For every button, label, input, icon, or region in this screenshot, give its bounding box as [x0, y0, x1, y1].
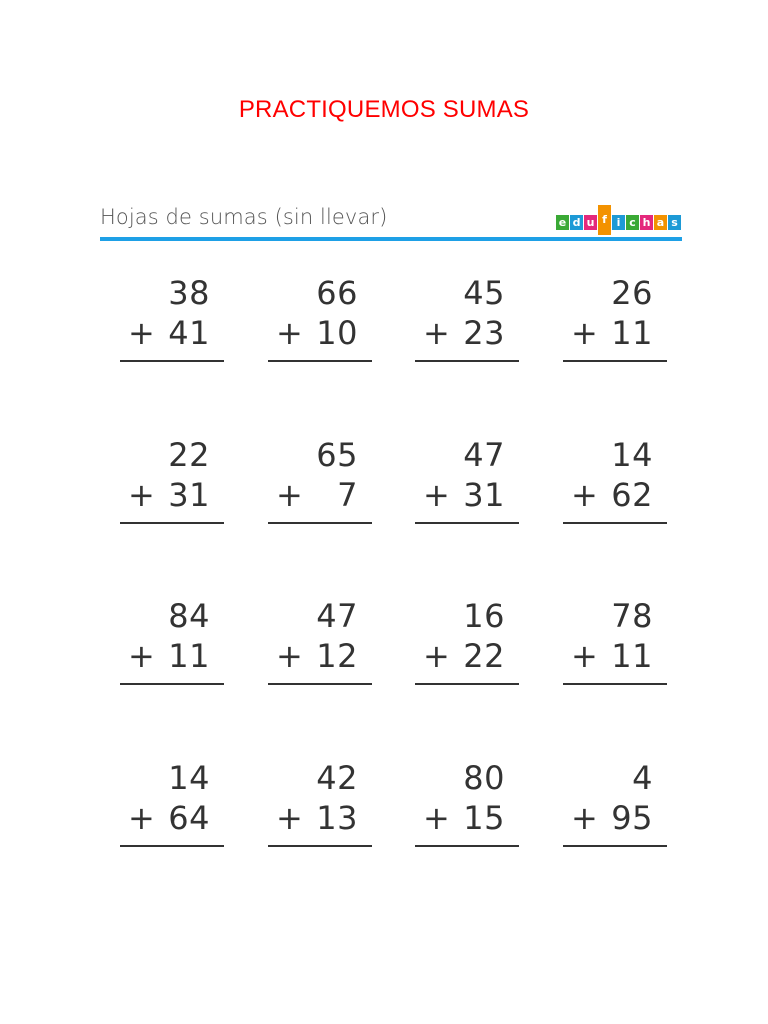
answer-line: [415, 845, 519, 847]
edufichas-logo: [556, 205, 682, 239]
addend-bottom: 11: [611, 637, 653, 675]
plus-sign: +: [276, 637, 303, 675]
logo-letter: e: [556, 215, 569, 230]
addend-top: 47: [463, 436, 505, 474]
page-title: PRACTIQUEMOS SUMAS: [238, 96, 530, 123]
plus-sign: +: [571, 314, 598, 352]
addition-problem: [268, 755, 372, 855]
plus-sign: +: [128, 799, 155, 837]
plus-sign: +: [423, 314, 450, 352]
addition-problem: [563, 593, 667, 693]
addition-problem: [120, 755, 224, 855]
addend-top: 65: [316, 436, 358, 474]
addend-bottom: 95: [611, 799, 653, 837]
addend-bottom: 15: [463, 799, 505, 837]
addend-bottom: 13: [316, 799, 358, 837]
addition-problem: [415, 432, 519, 532]
addition-problem: [415, 593, 519, 693]
answer-line: [415, 522, 519, 524]
addend-top: 42: [316, 759, 358, 797]
plus-sign: +: [571, 476, 598, 514]
answer-line: [268, 683, 372, 685]
addend-top: 14: [611, 436, 653, 474]
addend-top: 14: [168, 759, 210, 797]
plus-sign: +: [128, 476, 155, 514]
plus-sign: +: [571, 637, 598, 675]
addend-bottom: 31: [463, 476, 505, 514]
addend-bottom: 11: [168, 637, 210, 675]
logo-letter: s: [668, 215, 681, 230]
answer-line: [563, 360, 667, 362]
addition-problem: [120, 432, 224, 532]
addend-top: 16: [463, 597, 505, 635]
addend-top: 22: [168, 436, 210, 474]
addend-bottom: 11: [611, 314, 653, 352]
addend-bottom: 41: [168, 314, 210, 352]
addend-bottom: 12: [316, 637, 358, 675]
addend-top: 45: [463, 274, 505, 312]
answer-line: [268, 360, 372, 362]
addition-problem: [563, 432, 667, 532]
logo-letter: u: [584, 215, 597, 230]
addend-bottom: 22: [463, 637, 505, 675]
addend-bottom: 64: [168, 799, 210, 837]
logo-letter: d: [570, 215, 583, 230]
worksheet-subtitle: Hojas de sumas (sin llevar): [100, 205, 388, 229]
addition-problem: [563, 270, 667, 370]
answer-line: [120, 845, 224, 847]
answer-line: [120, 360, 224, 362]
addend-bottom: 23: [463, 314, 505, 352]
addend-top: 84: [168, 597, 210, 635]
worksheet-header: [100, 205, 682, 241]
plus-sign: +: [423, 637, 450, 675]
answer-line: [563, 683, 667, 685]
addition-problem: [268, 593, 372, 693]
answer-line: [563, 845, 667, 847]
addend-top: 38: [168, 274, 210, 312]
addend-top: 4: [632, 759, 653, 797]
addend-bottom: 31: [168, 476, 210, 514]
plus-sign: +: [571, 799, 598, 837]
addition-problem: [268, 270, 372, 370]
addition-problem: [563, 755, 667, 855]
answer-line: [268, 845, 372, 847]
logo-letter: i: [612, 215, 625, 230]
plus-sign: +: [276, 314, 303, 352]
addition-problem: [120, 593, 224, 693]
addend-top: 47: [316, 597, 358, 635]
plus-sign: +: [276, 799, 303, 837]
addend-bottom: 10: [316, 314, 358, 352]
answer-line: [415, 360, 519, 362]
plus-sign: +: [276, 476, 303, 514]
logo-letter: c: [626, 215, 639, 230]
logo-letter: f: [598, 205, 611, 235]
addition-problem: [268, 432, 372, 532]
answer-line: [563, 522, 667, 524]
answer-line: [120, 683, 224, 685]
addition-problem: [415, 270, 519, 370]
addition-problem: [415, 755, 519, 855]
addend-top: 66: [316, 274, 358, 312]
addend-bottom: 7: [337, 476, 358, 514]
plus-sign: +: [128, 314, 155, 352]
addend-bottom: 62: [611, 476, 653, 514]
answer-line: [268, 522, 372, 524]
logo-letter: h: [640, 215, 653, 230]
addend-top: 80: [463, 759, 505, 797]
logo-letter: a: [654, 215, 667, 230]
plus-sign: +: [423, 799, 450, 837]
answer-line: [120, 522, 224, 524]
addend-top: 78: [611, 597, 653, 635]
plus-sign: +: [128, 637, 155, 675]
plus-sign: +: [423, 476, 450, 514]
addend-top: 26: [611, 274, 653, 312]
addition-problem: [120, 270, 224, 370]
header-divider: [100, 237, 682, 241]
answer-line: [415, 683, 519, 685]
